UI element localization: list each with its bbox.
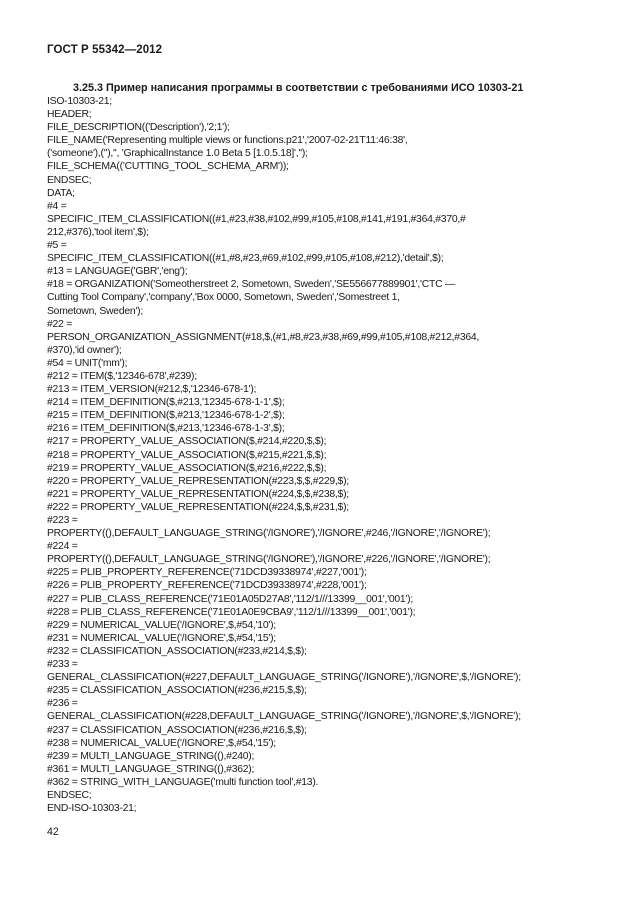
- code-line: Cutting Tool Company','company','Box 0000, Sometown, Sweden','Somestreet 1,: [47, 292, 400, 304]
- code-line: #232 = CLASSIFICATION_ASSOCIATION(#233,#214,$,$);: [47, 645, 307, 657]
- code-line: PROPERTY((),DEFAULT_LANGUAGE_STRING('/IGNORE'),'/IGNORE',#226,'/IGNORE','/IGNORE');: [47, 554, 491, 566]
- code-line: #212 = ITEM($,'12346-678',#239);: [47, 370, 197, 382]
- code-line: #213 = ITEM_VERSION(#212,$,'12346-678-1');: [47, 384, 257, 396]
- code-line: #216 = ITEM_DEFINITION($,#213,'12346-678-1-3',$);: [47, 423, 285, 435]
- code-line: DATA;: [47, 187, 75, 199]
- code-line: SPECIFIC_ITEM_CLASSIFICATION((#1,#8,#23,#69,#102,#99,#105,#108,#212),'detail',$);: [47, 253, 444, 265]
- code-line: #361 = MULTI_LANGUAGE_STRING((),#362);: [47, 763, 255, 775]
- code-line: #235 = CLASSIFICATION_ASSOCIATION(#236,#215,$,$);: [47, 685, 307, 697]
- code-line: #219 = PROPERTY_VALUE_ASSOCIATION($,#216,#222,$,$);: [47, 462, 327, 474]
- code-line: #226 = PLIB_PROPERTY_REFERENCE('71DCD39338974',#228,'001');: [47, 580, 367, 592]
- page-number: 42: [47, 826, 59, 838]
- code-listing: [47, 95, 607, 815]
- code-line: #227 = PLIB_CLASS_REFERENCE('71E01A05D27A8','112/1///13399__001','001');: [47, 593, 414, 605]
- code-line: #217 = PROPERTY_VALUE_ASSOCIATION($,#214,#220,$,$);: [47, 436, 327, 448]
- code-line: ('someone'),(''),'', 'GraphicalInstance 1.0 Beta 5 [1.0.5.18]','');: [47, 148, 308, 160]
- code-line: #220 = PROPERTY_VALUE_REPRESENTATION(#223,$,$,#229,$);: [47, 475, 349, 487]
- code-line: HEADER;: [47, 109, 92, 121]
- code-line: #218 = PROPERTY_VALUE_ASSOCIATION($,#215,#221,$,$);: [47, 449, 327, 461]
- code-line: #18 = ORGANIZATION('Someotherstreet 2, Sometown, Sweden','SE556677889901','CTC —: [47, 279, 456, 291]
- code-line: ISO-10303-21;: [47, 96, 112, 107]
- code-line: #224 =: [47, 541, 78, 553]
- section-heading: 3.25.3 Пример написания программы в соответствии с требованиями ИСО 10303-21: [73, 82, 524, 94]
- code-line: #54 = UNIT('mm');: [47, 357, 128, 369]
- code-line: #370),'id owner');: [47, 344, 122, 356]
- code-line: #228 = PLIB_CLASS_REFERENCE('71E01A0E9CBA9','112/1///13399__001','001');: [47, 606, 416, 618]
- code-line: #214 = ITEM_DEFINITION($,#213,'12345-678-1-1',$);: [47, 397, 285, 409]
- code-line: PERSON_ORGANIZATION_ASSIGNMENT(#18,$,(#1,#8,#23,#38,#69,#99,#105,#108,#212,#364,: [47, 331, 480, 343]
- code-line: #5 =: [47, 240, 67, 252]
- code-line: FILE_NAME('Representing multiple views or functions.p21','2007-02-21T11:46:38',: [47, 135, 408, 147]
- code-line: GENERAL_CLASSIFICATION(#227,DEFAULT_LANGUAGE_STRING('/IGNORE'),'/IGNORE',$,'/IGNORE');: [47, 672, 521, 684]
- code-line: #215 = ITEM_DEFINITION($,#213,'12346-678-1-2',$);: [47, 410, 285, 422]
- code-line: 212,#376),'tool item',$);: [47, 226, 149, 238]
- code-line: FILE_DESCRIPTION(('Description'),'2;1');: [47, 122, 230, 134]
- code-line: ENDSEC;: [47, 789, 92, 801]
- code-line: #239 = MULTI_LANGUAGE_STRING((),#240);: [47, 750, 255, 762]
- code-line: PROPERTY((),DEFAULT_LANGUAGE_STRING('/IGNORE'),'/IGNORE',#246,'/IGNORE','/IGNORE');: [47, 528, 491, 540]
- code-line: #223 =: [47, 515, 78, 526]
- code-line: #362 = STRING_WITH_LANGUAGE('multi function tool',#13).: [47, 776, 319, 788]
- code-line: #238 = NUMERICAL_VALUE('/IGNORE',$,#54,'15');: [47, 737, 276, 749]
- standard-header: ГОСТ Р 55342—2012: [47, 44, 163, 56]
- code-line: #225 = PLIB_PROPERTY_REFERENCE('71DCD39338974',#227,'001');: [47, 567, 367, 579]
- code-line: #233 =: [47, 659, 78, 671]
- code-line: #231 = NUMERICAL_VALUE('/IGNORE',$,#54,'15');: [47, 632, 276, 644]
- code-line: #236 =: [47, 698, 78, 710]
- code-line: #13 = LANGUAGE('GBR','eng');: [47, 266, 188, 278]
- code-line: FILE_SCHEMA(('CUTTING_TOOL_SCHEMA_ARM'));: [47, 161, 289, 173]
- code-line: #237 = CLASSIFICATION_ASSOCIATION(#236,#216,$,$);: [47, 724, 307, 736]
- code-line: GENERAL_CLASSIFICATION(#228,DEFAULT_LANGUAGE_STRING('/IGNORE'),'/IGNORE',$,'/IGNORE');: [47, 711, 521, 723]
- code-line: #4 =: [47, 200, 67, 212]
- code-line: SPECIFIC_ITEM_CLASSIFICATION((#1,#23,#38,#102,#99,#105,#108,#141,#191,#364,#370,#: [47, 213, 466, 225]
- code-line: ENDSEC;: [47, 174, 92, 186]
- code-line: #222 = PROPERTY_VALUE_REPRESENTATION(#224,$,$,#231,$);: [47, 501, 349, 513]
- code-line: END-ISO-10303-21;: [47, 803, 137, 815]
- code-line: #22 =: [47, 318, 73, 330]
- code-line: #221 = PROPERTY_VALUE_REPRESENTATION(#224,$,$,#238,$);: [47, 488, 349, 500]
- code-line: #229 = NUMERICAL_VALUE('/IGNORE',$,#54,'10');: [47, 619, 276, 631]
- code-line: Sometown, Sweden');: [47, 305, 143, 317]
